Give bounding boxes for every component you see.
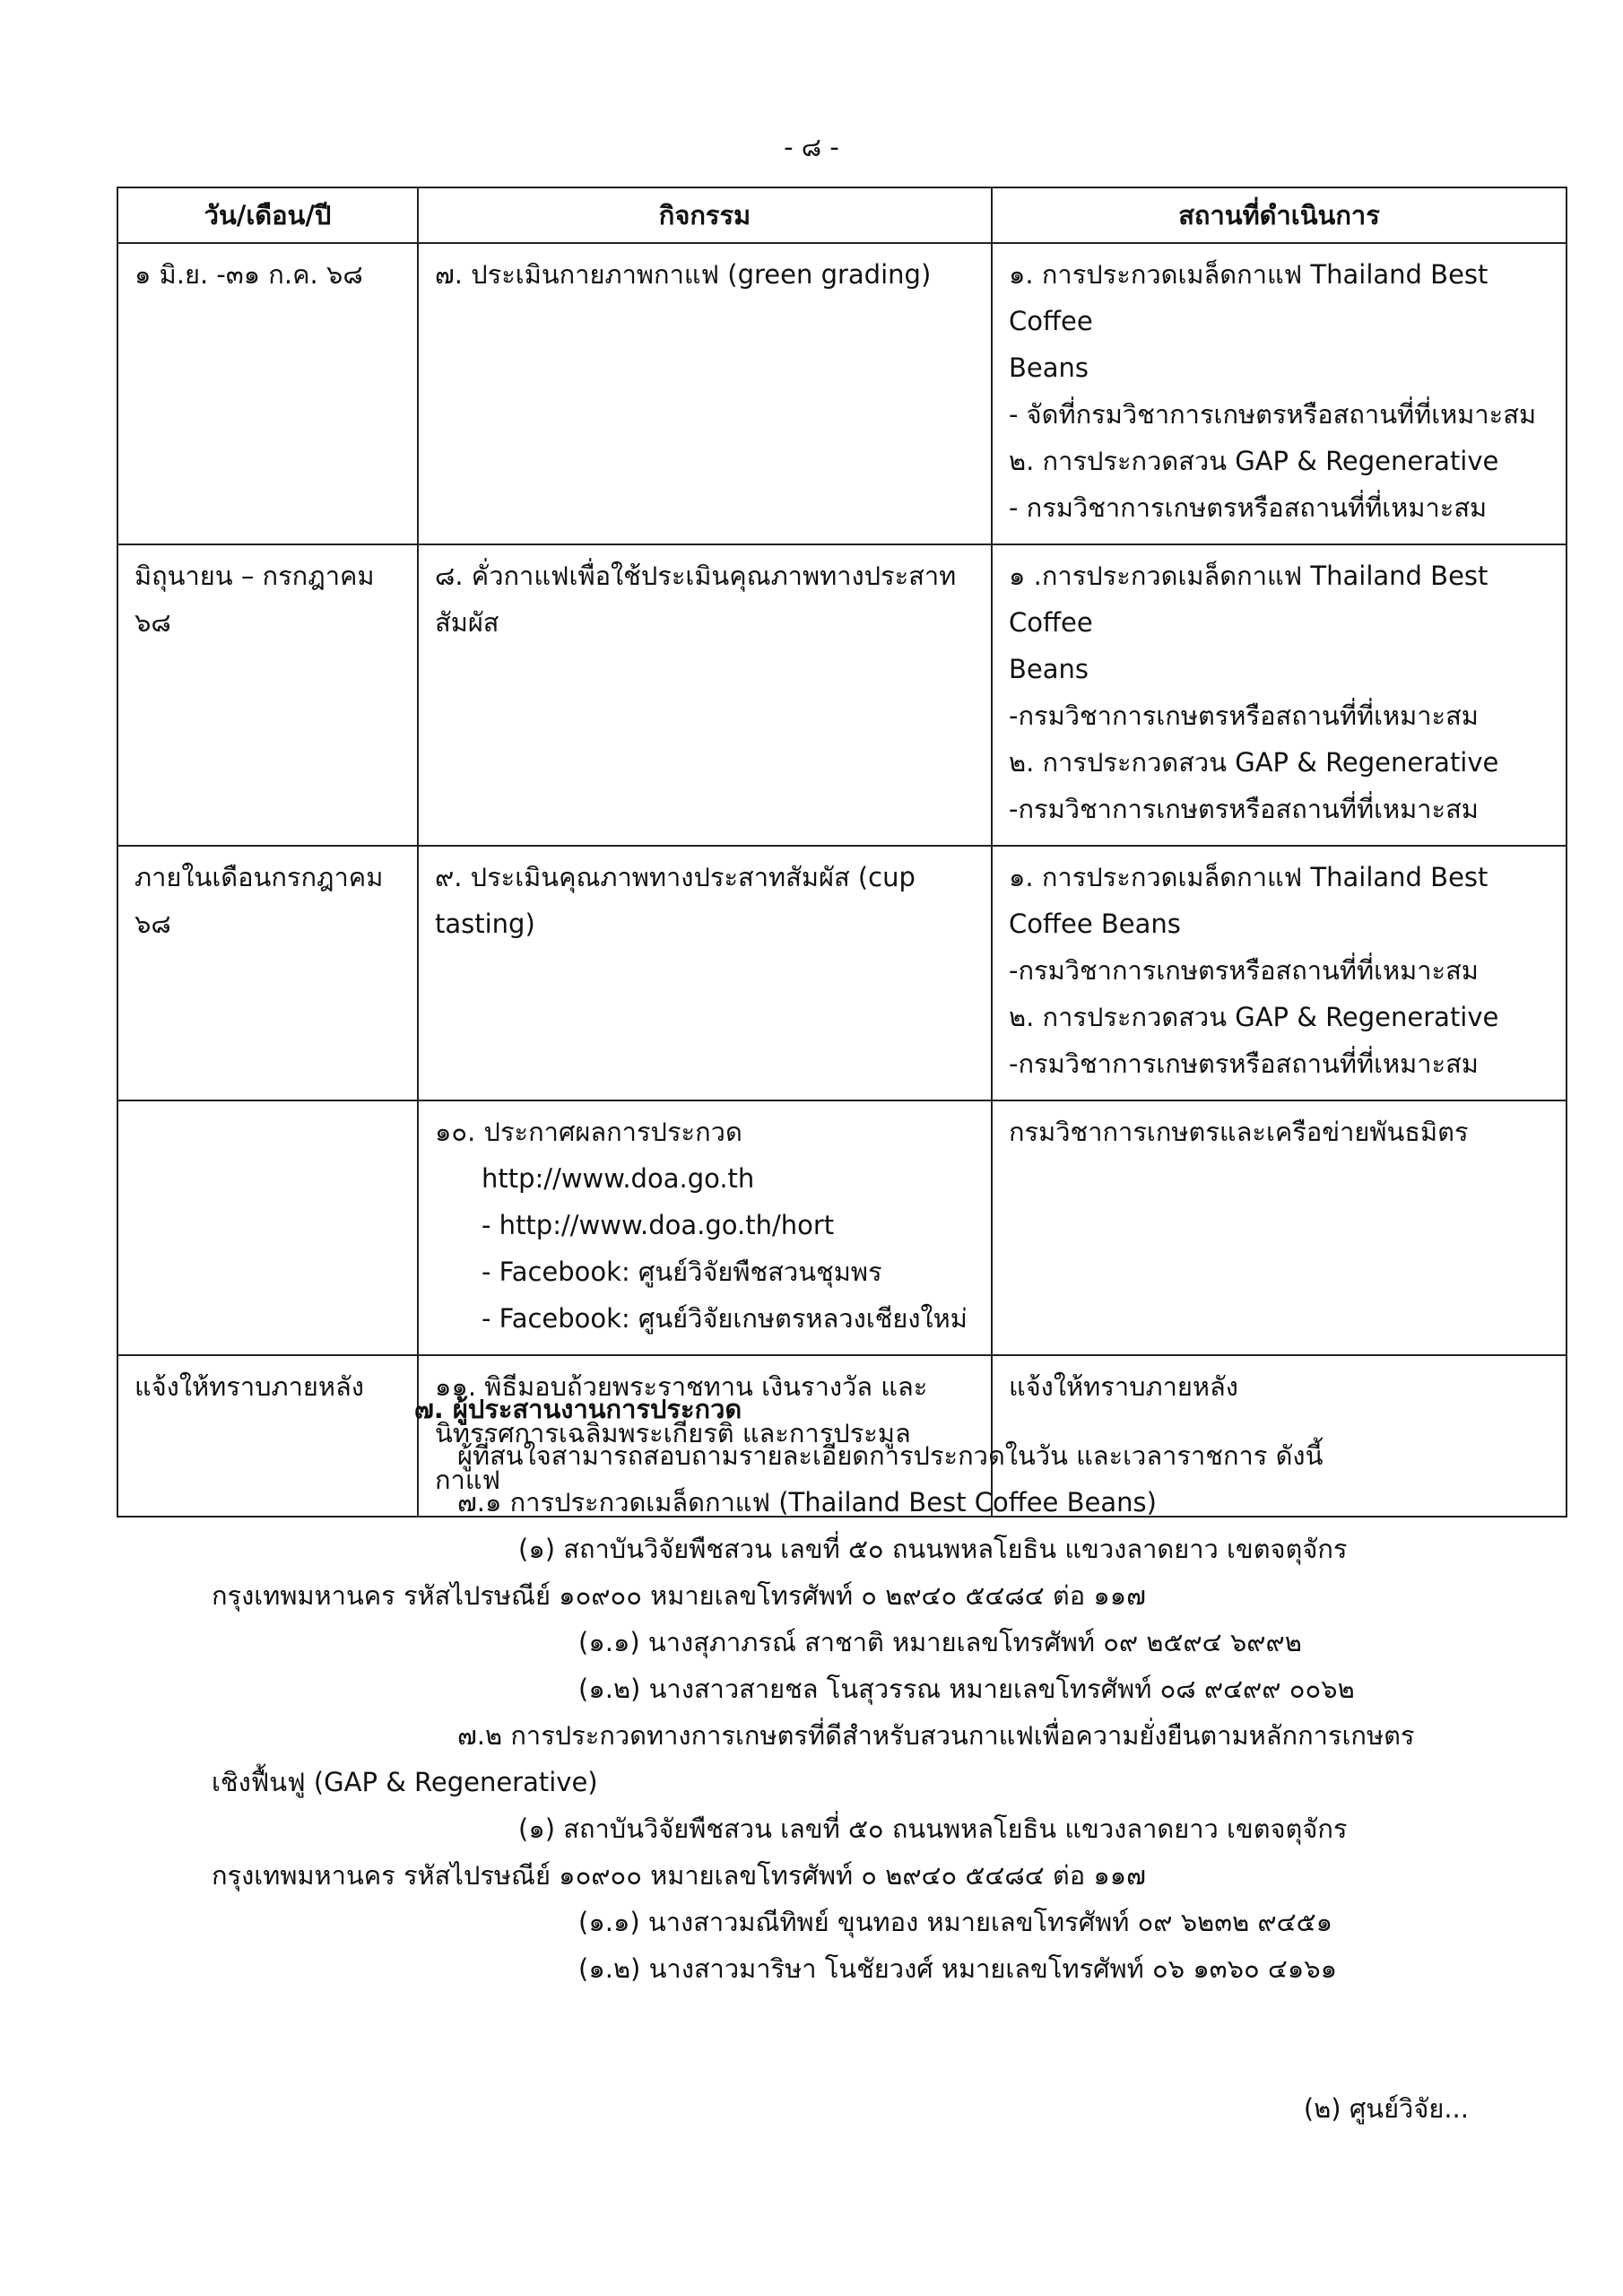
row-date: แจ้งให้ทราบภายหลัง xyxy=(117,1355,418,1517)
table-row xyxy=(117,544,1567,846)
row-date: มิถุนายน – กรกฎาคม ๖๘ xyxy=(117,544,418,846)
address-line: (๑) สถาบันวิจัยพืชสวน เลขที่ ๕๐ ถนนพหลโยธิน แขวงลาดยาว เขตจตุจักร xyxy=(518,1534,1348,1564)
table-row xyxy=(117,1100,1567,1355)
location-line: ๑. การประกวดเมล็ดกาแฟ Thailand Best Coffee xyxy=(1009,259,1488,336)
activity-line: - Facebook: ศูนย์วิจัยเกษตรหลวงเชียงใหม่ xyxy=(482,1303,968,1334)
location-line: - กรมวิชาการเกษตรหรือสถานที่ที่เหมาะสม xyxy=(1009,492,1488,523)
location-line: -กรมวิชาการเกษตรหรือสถานที่ที่เหมาะสม xyxy=(1009,1048,1479,1079)
subsection-title: ๗.๑ การประกวดเมล็ดกาแฟ (Thailand Best Coffee Beans) xyxy=(457,1487,1157,1518)
row-date: ๑ มิ.ย. -๓๑ ก.ค. ๖๘ xyxy=(117,243,418,544)
row-location xyxy=(992,243,1567,544)
row-activity xyxy=(418,243,992,544)
activity-line: - Facebook: ศูนย์วิจัยพืชสวนชุมพร xyxy=(482,1257,882,1287)
location-line: ๒. การประกวดสวน GAP & Regenerative xyxy=(1009,1002,1499,1032)
location-line: -กรมวิชาการเกษตรหรือสถานที่ที่เหมาะสม xyxy=(1009,794,1479,824)
activity-line: ๑๐. ประกาศผลการประกวด xyxy=(435,1117,742,1147)
contact-line: (๑.๒) นางสาวสายชล โนสุวรรณ หมายเลขโทรศัพท์ ๐๘ ๙๔๙๙ ๐๐๖๒ xyxy=(578,1674,1355,1704)
header-date: วัน/เดือน/ปี xyxy=(117,187,418,243)
contact-line: (๑.๑) นางสาวมณีทิพย์ ขุนทอง หมายเลขโทรศัพท์ ๐๙ ๖๒๓๒ ๙๔๕๑ xyxy=(578,1907,1332,1937)
row-activity xyxy=(418,544,992,846)
activity-link[interactable]: http://www.doa.go.th xyxy=(482,1163,755,1194)
location-line: ๑. การประกวดเมล็ดกาแฟ Thailand Best xyxy=(1009,862,1488,892)
location-line: -กรมวิชาการเกษตรหรือสถานที่ที่เหมาะสม xyxy=(1009,955,1479,986)
location-line: Beans xyxy=(1009,654,1089,684)
contact-line: (๑.๑) นางสุภาภรณ์ สาชาติ หมายเลขโทรศัพท์ ๐๙ ๒๕๙๔ ๖๙๙๒ xyxy=(578,1627,1302,1657)
schedule-table xyxy=(117,187,1567,1518)
activity-link[interactable]: - http://www.doa.go.th/hort xyxy=(482,1210,835,1240)
row-date xyxy=(117,1100,418,1355)
row-activity xyxy=(418,1100,992,1355)
subsection-title-cont: เชิงฟื้นฟู (GAP & Regenerative) xyxy=(212,1767,598,1797)
location-line: ๑ .การประกวดเมล็ดกาแฟ Thailand Best Coffee xyxy=(1009,561,1488,638)
row-location xyxy=(992,544,1567,846)
address-line: (๑) สถาบันวิจัยพืชสวน เลขที่ ๕๐ ถนนพหลโยธิน แขวงลาดยาว เขตจตุจักร xyxy=(518,1813,1348,1844)
table-header-row xyxy=(117,187,1567,243)
row-location xyxy=(992,1100,1567,1355)
location-line: ๒. การประกวดสวน GAP & Regenerative xyxy=(1009,446,1499,476)
page-number: - ๘ - xyxy=(784,132,839,162)
continuation-marker: (๒) ศูนย์วิจัย... xyxy=(1303,2093,1469,2124)
activity-line: นิทรรศการเฉลิมพระเกียรติ และการประมูลกาแฟ xyxy=(435,1418,911,1495)
row-location xyxy=(992,846,1567,1100)
location-line: - จัดที่กรมวิชาการเกษตรหรือสถานที่ที่เหมาะสม xyxy=(1009,399,1537,430)
section-heading: ๗. ผู้ประสานงานการประกวด xyxy=(414,1394,742,1424)
header-location: สถานที่ดำเนินการ xyxy=(992,187,1567,243)
location-line: -กรมวิชาการเกษตรหรือสถานที่ที่เหมาะสม xyxy=(1009,700,1479,731)
activity-line: ๘. คั่วกาแฟเพื่อใช้ประเมินคุณภาพทางประสาทสัมผัส xyxy=(435,561,957,638)
location-line: กรมวิชาการเกษตรและเครือข่ายพันธมิตร xyxy=(1009,1117,1469,1147)
activity-line: ๑๑. พิธีมอบถ้วยพระราชทาน เงินรางวัล และ xyxy=(435,1371,928,1402)
location-line: Beans xyxy=(1009,352,1089,383)
table-row xyxy=(117,846,1567,1100)
contact-line: (๑.๒) นางสาวมาริษา โนชัยวงศ์ หมายเลขโทรศัพท์ ๐๖ ๑๓๖๐ ๔๑๖๑ xyxy=(578,1953,1338,1984)
activity-line: ๙. ประเมินคุณภาพทางประสาทสัมผัส (cup tasting) xyxy=(435,862,916,939)
location-line: Coffee Beans xyxy=(1009,909,1181,939)
section-intro: ผู้ที่สนใจสามารถสอบถามรายละเอียดการประกวดในวัน และเวลาราชการ ดังนี้ xyxy=(457,1440,1324,1471)
activity-line: ๗. ประเมินกายภาพกาแฟ (green grading) xyxy=(435,259,932,290)
subsection-title: ๗.๒ การประกวดทางการเกษตรที่ดีสำหรับสวนกาแฟเพื่อความยั่งยืนตามหลักการเกษตร xyxy=(457,1720,1415,1751)
row-date: ภายในเดือนกรกฎาคม ๖๘ xyxy=(117,846,418,1100)
location-line: ๒. การประกวดสวน GAP & Regenerative xyxy=(1009,747,1499,778)
location-line: แจ้งให้ทราบภายหลัง xyxy=(1009,1371,1238,1402)
header-activity: กิจกรรม xyxy=(418,187,992,243)
address-line: กรุงเทพมหานคร รหัสไปรษณีย์ ๑๐๙๐๐ หมายเลขโทรศัพท์ ๐ ๒๙๔๐ ๕๔๘๔ ต่อ ๑๑๗ xyxy=(212,1580,1146,1611)
address-line: กรุงเทพมหานคร รหัสไปรษณีย์ ๑๐๙๐๐ หมายเลขโทรศัพท์ ๐ ๒๙๔๐ ๕๔๘๔ ต่อ ๑๑๗ xyxy=(212,1860,1146,1891)
table-row xyxy=(117,243,1567,544)
row-activity xyxy=(418,846,992,1100)
